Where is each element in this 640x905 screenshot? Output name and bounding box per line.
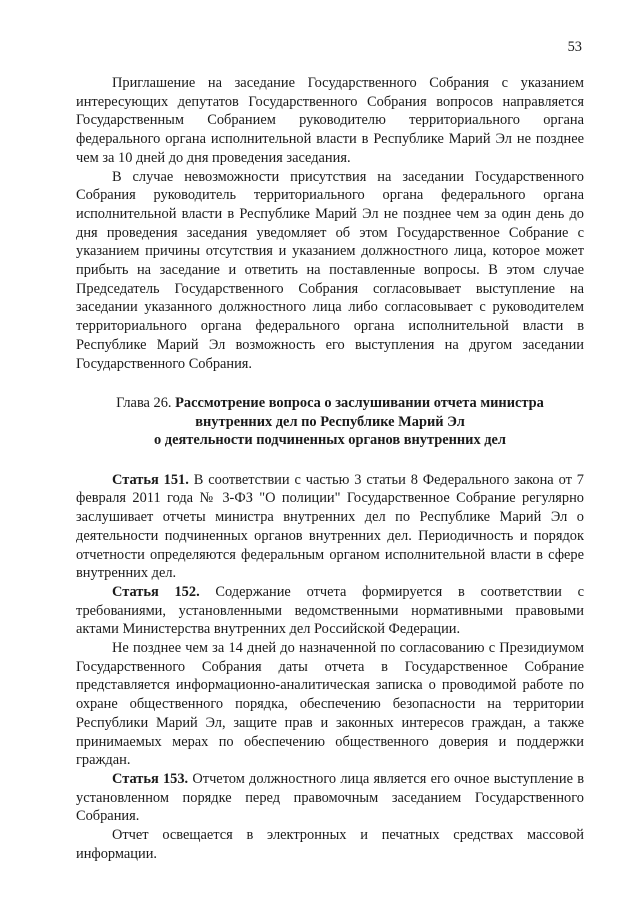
chapter-title-line-3: о деятельности подчиненных органов внутренних дел <box>154 432 506 449</box>
article-151 <box>76 471 584 583</box>
article-153-paragraph-2: Отчет освещается в электронных и печатных средствах массовой информации. <box>76 827 584 862</box>
chapter-heading-line-1 <box>76 394 584 413</box>
article-151-label: Статья 151. <box>112 471 189 488</box>
chapter-prefix: Глава 26. <box>116 395 176 412</box>
article-151-text: В соответствии с частью 3 статьи 8 Федерального закона от 7 февраля 2011 года № 3-ФЗ "О полиции" Государственное Собрание регулярно заслушивает отчеты министра внутренних дел по Республике Марий Эл о деятельности подчиненных органов внутренних дел. Периодичность и порядок отчетности определяются федеральным органом исполнительной власти в сфере внутренних дел. <box>76 471 584 582</box>
article-152-text: Содержание отчета формируется в соответствии с требованиями, установленными ведомственными нормативными правовыми актами Министерства внутренних дел Российской Федерации. <box>76 583 584 638</box>
chapter-title-line-1: Рассмотрение вопроса о заслушивании отчета министра <box>175 395 544 412</box>
paragraph-absence: В случае невозможности присутствия на заседании Государственного Собрания руководитель территориального органа федерального органа исполнительной власти в Республике Марий Эл не позднее чем за один день до дня проведения заседания уведомляет об этом Государственное Собрание с указанием причины отсутствия и указанием должностного лица, которое может прибыть на заседание и ответить на поставленные вопросы. В этом случае Председатель Государственного Собрания согласовывает выступление на заседании указанного должностного лица либо согласовывает с руководителем территориального органа федерального органа исполнительной власти в Республике Марий Эл возможность его выступления на другом заседании Государственного Собрания. <box>76 168 584 372</box>
article-153-text: Отчетом должностного лица является его очное выступление в установленном порядке перед правомочным заседанием Государственного Собрания. <box>76 771 584 825</box>
article-153 <box>76 770 584 826</box>
article-152 <box>76 583 584 639</box>
document-body <box>76 74 584 864</box>
chapter-heading <box>76 394 584 450</box>
paragraph-invitation: Приглашение на заседание Государственного Собрания с указанием интересующих депутатов Государственного Собрания вопросов направляется Государственным Собранием руководителю территориального органа федерального органа исполнительной власти в Республике Марий Эл не позднее чем за 10 дней до дня проведения заседания. <box>76 75 584 166</box>
article-152-paragraph-2: Не позднее чем за 14 дней до назначенной по согласованию с Президиумом Государственного Собрания даты отчета в Государственное Собрание представляется информационно-аналитическая записка о проводимой работе по охране общественного порядка, обеспечению безопасности на территории Республики Марий Эл, защите прав и законных интересов граждан, а также принимаемых мерах по обеспечению общественного доверия и поддержки граждан. <box>76 640 584 769</box>
article-153-label: Статья 153. <box>112 771 189 787</box>
page-number: 53 <box>567 39 582 55</box>
chapter-title-line-2: внутренних дел по Республике Марий Эл <box>195 413 465 430</box>
article-152-label: Статья 152. <box>112 583 200 600</box>
